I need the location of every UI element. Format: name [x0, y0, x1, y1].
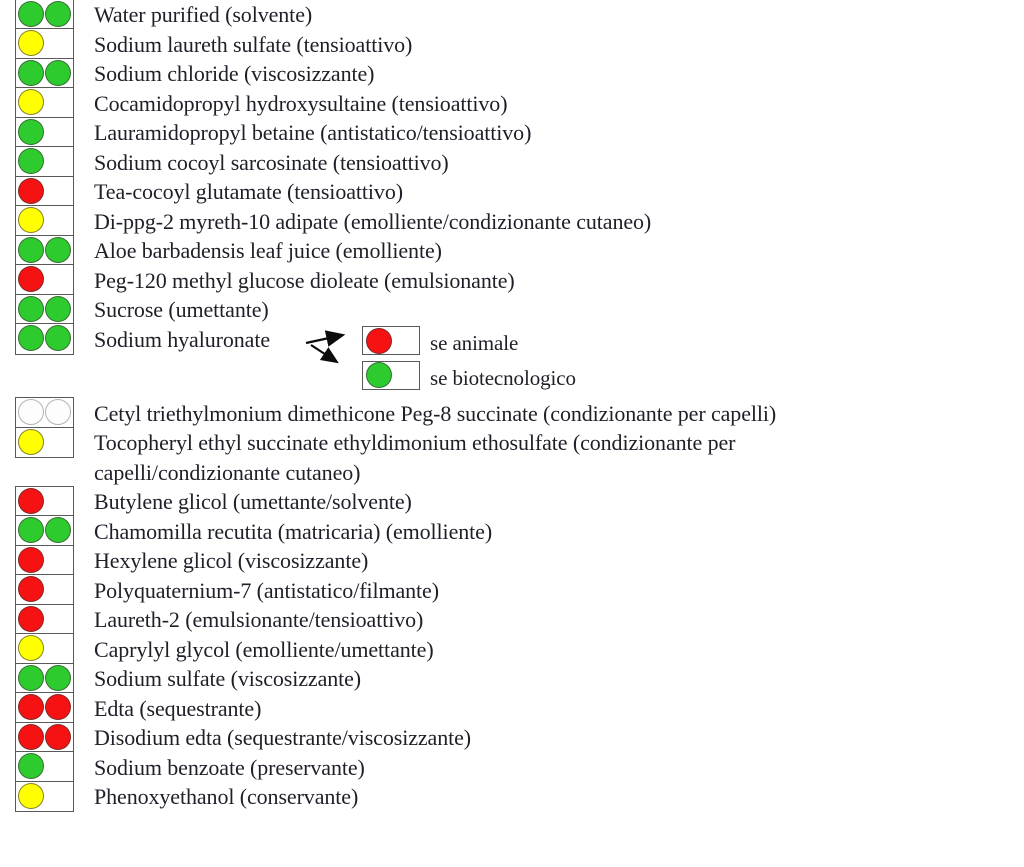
dot-cell — [16, 236, 73, 266]
green-dot-icon — [18, 1, 44, 27]
yellow-dot-icon — [18, 89, 44, 115]
dot-cell — [16, 605, 73, 635]
ingredient-label: Edta (sequestrante) — [94, 695, 262, 721]
green-dot-icon — [18, 119, 44, 145]
dot-table-group-1 — [15, 0, 74, 355]
dot-cell — [16, 782, 73, 812]
red-dot-icon — [18, 694, 44, 720]
ingredient-label: Water purified (solvente) — [94, 2, 313, 27]
red-dot-icon — [366, 328, 392, 354]
ingredient-label: Sodium hyaluronate — [94, 326, 271, 352]
annotation-box-animal — [362, 326, 420, 355]
ingredient-label: Butylene glicol (umettante/solvente) — [94, 489, 412, 514]
green-dot-icon — [18, 148, 44, 174]
ingredient-label: Phenoxyethanol (conservante) — [94, 784, 359, 809]
ingredient-label: Sodium chloride (viscosizzante) — [94, 61, 375, 86]
green-dot-icon — [45, 60, 71, 86]
ingredient-label: Disodium edta (sequestrante/viscosizzante) — [94, 725, 472, 750]
green-dot-icon — [18, 665, 44, 691]
ingredient-label: Hexylene glicol (viscosizzante) — [94, 548, 369, 573]
ingredient-label: Peg-120 methyl glucose dioleate (emulsionante) — [94, 267, 515, 293]
green-dot-icon — [45, 665, 71, 691]
red-dot-icon — [18, 488, 44, 514]
dot-cell — [16, 295, 73, 325]
ingredient-label: Polyquaternium-7 (antistatico/filmante) — [94, 577, 439, 603]
annotation-label-biotech: se biotecnologico — [430, 366, 576, 390]
ingredient-label: Chamomilla recutita (matricaria) (emolliente) — [94, 518, 493, 544]
red-dot-icon — [18, 547, 44, 573]
ingredient-label: Laureth-2 (emulsionante/tensioattivo) — [94, 607, 424, 632]
dot-cell — [16, 59, 73, 89]
ingredient-label: Sodium laureth sulfate (tensioattivo) — [94, 31, 413, 57]
ingredient-label: Tea-cocoyl glutamate (tensioattivo) — [94, 179, 403, 204]
ingredient-label: Caprylyl glycol (emolliente/umettante) — [94, 636, 434, 662]
ingredient-label: Sodium sulfate (viscosizzante) — [94, 666, 362, 691]
ingredient-label: Cetyl triethylmonium dimethicone Peg-8 succinate (condizionante per capelli) — [94, 400, 777, 426]
yellow-dot-icon — [18, 635, 44, 661]
red-dot-icon — [18, 724, 44, 750]
green-dot-icon — [45, 296, 71, 322]
green-dot-icon — [18, 517, 44, 543]
dot-cell — [16, 752, 73, 782]
ingredient-label: Sucrose (umettante) — [94, 297, 269, 322]
green-dot-icon — [18, 325, 44, 351]
green-dot-icon — [45, 1, 71, 27]
dot-cell — [16, 664, 73, 694]
annotation-box-biotech — [362, 361, 420, 390]
dot-cell — [16, 398, 73, 428]
dot-cell — [16, 575, 73, 605]
red-dot-icon — [45, 694, 71, 720]
yellow-dot-icon — [18, 30, 44, 56]
dot-cell — [16, 516, 73, 546]
red-dot-icon — [18, 266, 44, 292]
dot-cell — [16, 0, 73, 29]
dot-cell — [16, 206, 73, 236]
dot-cell — [16, 177, 73, 207]
dot-cell — [16, 634, 73, 664]
dot-table-group-3 — [15, 486, 74, 813]
green-dot-icon — [18, 237, 44, 263]
ingredient-label: Sodium cocoyl sarcosinate (tensioattivo) — [94, 149, 449, 175]
dot-cell — [16, 546, 73, 576]
green-dot-icon — [45, 517, 71, 543]
ingredient-label: Sodium benzoate (preservante) — [94, 754, 365, 780]
green-dot-icon — [18, 60, 44, 86]
green-dot-icon — [366, 362, 392, 388]
dot-cell — [16, 29, 73, 59]
green-dot-icon — [45, 237, 71, 263]
annotation-label-animal: se animale — [430, 331, 519, 355]
green-dot-icon — [18, 296, 44, 322]
green-dot-icon — [18, 753, 44, 779]
red-dot-icon — [18, 606, 44, 632]
white-dot-icon — [18, 399, 44, 425]
dot-cell — [16, 723, 73, 753]
dot-cell — [16, 118, 73, 148]
yellow-dot-icon — [18, 429, 44, 455]
dot-cell — [16, 147, 73, 177]
dot-cell — [16, 487, 73, 517]
branch-arrows-icon — [301, 320, 363, 372]
dot-cell — [16, 88, 73, 118]
dot-cell — [16, 693, 73, 723]
ingredient-label: Lauramidopropyl betaine (antistatico/tensioattivo) — [94, 120, 532, 145]
ingredient-label: Cocamidopropyl hydroxysultaine (tensioattivo) — [94, 90, 508, 116]
yellow-dot-icon — [18, 783, 44, 809]
dot-cell — [16, 324, 73, 354]
white-dot-icon — [45, 399, 71, 425]
red-dot-icon — [45, 724, 71, 750]
ingredient-label: Aloe barbadensis leaf juice (emolliente) — [94, 238, 442, 263]
red-dot-icon — [18, 178, 44, 204]
ingredient-label: Tocopheryl ethyl succinate ethyldimonium ethosulfate (condizionante per capelli/condizionante cutaneo) — [94, 430, 736, 485]
dot-table-group-2 — [15, 397, 74, 458]
dot-cell — [16, 265, 73, 295]
yellow-dot-icon — [18, 207, 44, 233]
ingredient-label: Di-ppg-2 myreth-10 adipate (emolliente/condizionante cutaneo) — [94, 208, 652, 234]
red-dot-icon — [18, 576, 44, 602]
dot-cell — [16, 428, 73, 458]
green-dot-icon — [45, 325, 71, 351]
